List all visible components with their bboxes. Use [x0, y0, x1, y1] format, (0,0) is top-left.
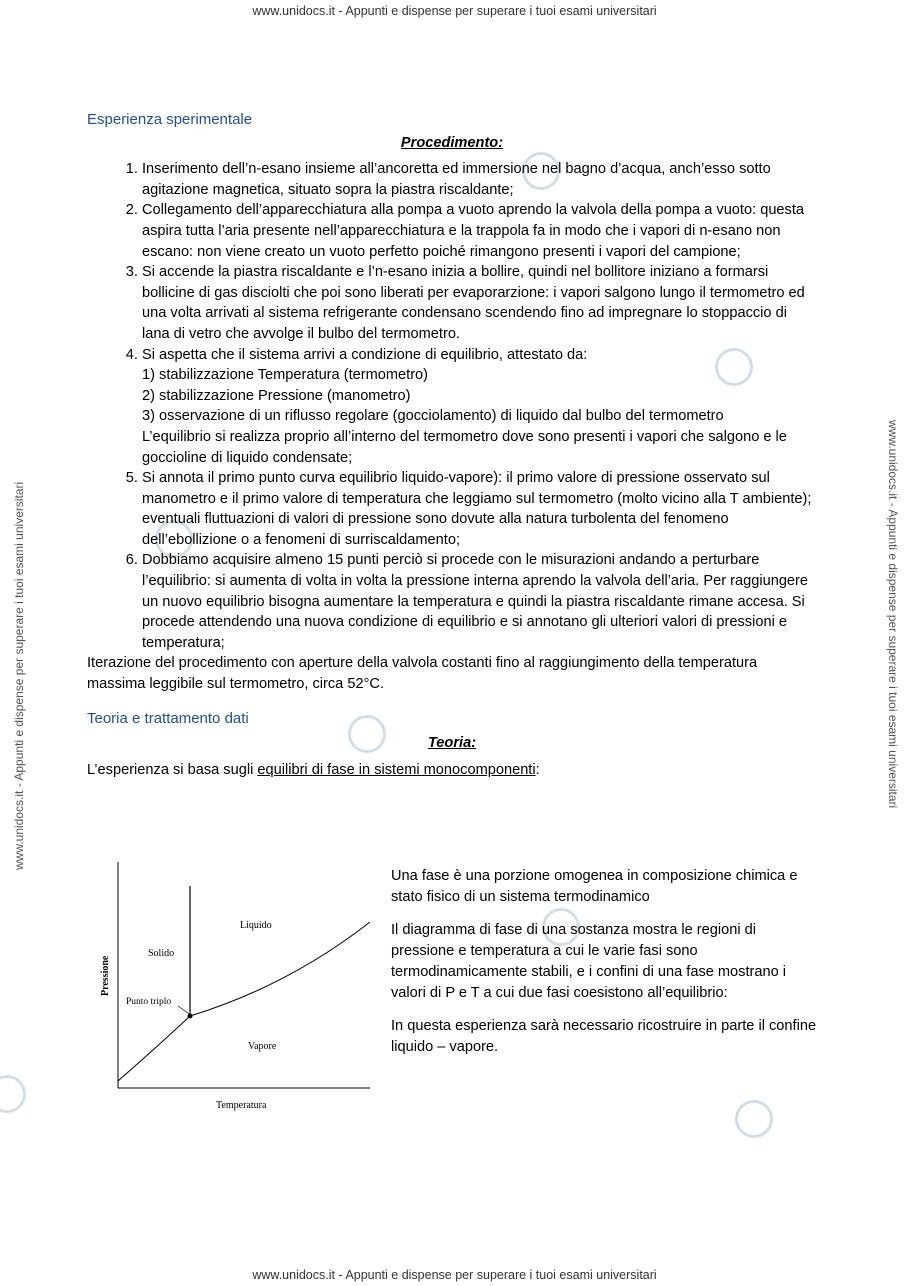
explanation-paragraph: In questa esperienza sarà necessario ricostruire in parte il confine liquido – vapore. — [391, 1018, 817, 1055]
step-item — [142, 345, 817, 469]
step-item: 6. Dobbiamo acquisire almeno 15 punti perciò si procede con le misurazioni andando a perturbare l’equilibrio: si aumenta di volta in volta la pressione interna aprendo la valvola dell’aria. Per raggiungere un nuovo equilibrio bisogna aumentare la temperatura e quindi la piastra riscaldante rimane accesa. Si procede attendendo una nuova condizione di equilibrio e si annotano gli ulteriori valori di pressioni e temperatura; — [142, 550, 817, 653]
side-banner-right: www.unidocs.it - Appunti e dispense per superare i tuoi esami universitari — [886, 420, 900, 809]
explanation-paragraph: Una fase è una porzione omogenea in composizione chimica e stato fisico di un sistema termodinamico — [391, 868, 798, 905]
step-intro: 4. Si aspetta che il sistema arrivi a condizione di equilibrio, attestato da: — [142, 346, 588, 363]
header-banner: www.unidocs.it - Appunti e dispense per superare i tuoi esami universitari — [252, 4, 657, 18]
theory-intro-text: L’esperienza si basa sugli — [87, 761, 258, 778]
subheading-procedimento: Procedimento: — [400, 134, 504, 151]
watermark-logo-icon — [735, 1100, 773, 1138]
subheading-teoria: Teoria: — [427, 735, 477, 752]
triple-point-label: Punto triplo — [126, 997, 172, 1007]
liquid-vapor-boundary — [190, 922, 370, 1016]
triple-point-leader — [178, 1006, 189, 1014]
triple-point-marker — [188, 1014, 193, 1019]
step-subitem: 3) osservazione di un riflusso regolare (gocciolamento) di liquido dal bulbo del termometro — [142, 408, 724, 425]
x-axis-label: Temperatura — [216, 1100, 267, 1111]
explanation-paragraph: Il diagramma di fase di una sostanza mostra le regioni di pressione e temperatura a cui le varie fasi sono termodinamicamente stabili, e i confini di una fase mostrano i valori di P e T a cui due fasi coesistono all’equilibrio: — [391, 922, 787, 1001]
step-subitem: 1) stabilizzazione Temperatura (termometro) — [142, 367, 429, 384]
step-subitem: 2) stabilizzazione Pressione (manometro) — [142, 387, 411, 404]
section-heading-teoria: Teoria e trattamento dati — [87, 709, 249, 727]
section-heading-esperienza: Esperienza sperimentale — [87, 111, 253, 128]
y-axis-label: Pressione — [100, 955, 111, 996]
region-label-solid: Solido — [148, 948, 175, 959]
theory-intro-underlined: equilibri di fase in sistemi monocomponenti — [257, 761, 536, 778]
procedure-steps — [87, 159, 817, 653]
theory-intro — [87, 760, 817, 781]
step-item: 1. Inserimento dell’n-esano insieme all’ancoretta ed immersione nel bagno d’acqua, anch’esso sotto agitazione magnetica, situato sopra la piastra riscaldante; — [142, 159, 817, 200]
footer-banner: www.unidocs.it - Appunti e dispense per superare i tuoi esami universitari — [252, 1268, 657, 1282]
watermark-logo-icon — [0, 1075, 26, 1113]
region-label-liquid: Liquido — [240, 920, 272, 931]
step-item: 3. Si accende la piastra riscaldante e l’n-esano inizia a bollire, quindi nel bollitore iniziano a formarsi bollicine di gas disciolti che poi sono liberati per evaporarzione: i vapori salgono lungo il termometro ed una volta arrivati al sistema refrigerante condensano scendendo fino ad impregnare lo stoppaccio di lana di vetro che avvolge il bulbo del termometro. — [142, 262, 817, 344]
step-closing: L’equilibrio si realizza proprio all’interno del termometro dove sono presenti i vapori che salgono e le goccioline di liquido condensate; — [142, 428, 787, 466]
document-body — [87, 110, 817, 780]
step-item: 2. Collegamento dell’apparecchiatura alla pompa a vuoto aprendo la valvola della pompa a vuoto: questa aspira tutta l’aria presente nell’apparecchiatura e la trappola fa in modo che i vapori di n-esano non escano: non viene creato un vuoto perfetto poiché rimangono presenti i vapori del campione; — [142, 200, 817, 262]
step-item: 5. Si annota il primo punto curva equilibrio liquido-vapore): il primo valore di pressione osservato sul manometro e il primo valore di temperatura che leggiamo sul termometro (molto vicino alla T ambiente); eventuali fluttuazioni di valori di pressione sono dovute alla natura turbolenta del fenomeno dell’ebollizione o a fenomeni di surriscaldamento; — [142, 468, 817, 550]
theory-intro-colon: : — [535, 761, 540, 778]
phase-explanation — [391, 866, 823, 1070]
side-banner-left: www.unidocs.it - Appunti e dispense per superare i tuoi esami universitari — [12, 481, 26, 870]
solid-vapor-boundary — [118, 1016, 190, 1081]
region-label-vapor: Vapore — [248, 1041, 277, 1052]
procedure-closing: Iterazione del procedimento con aperture della valvola costanti fino al raggiungimento della temperatura massima leggibile sul termometro, circa 52°C. — [87, 655, 758, 693]
phase-diagram — [100, 856, 378, 1116]
